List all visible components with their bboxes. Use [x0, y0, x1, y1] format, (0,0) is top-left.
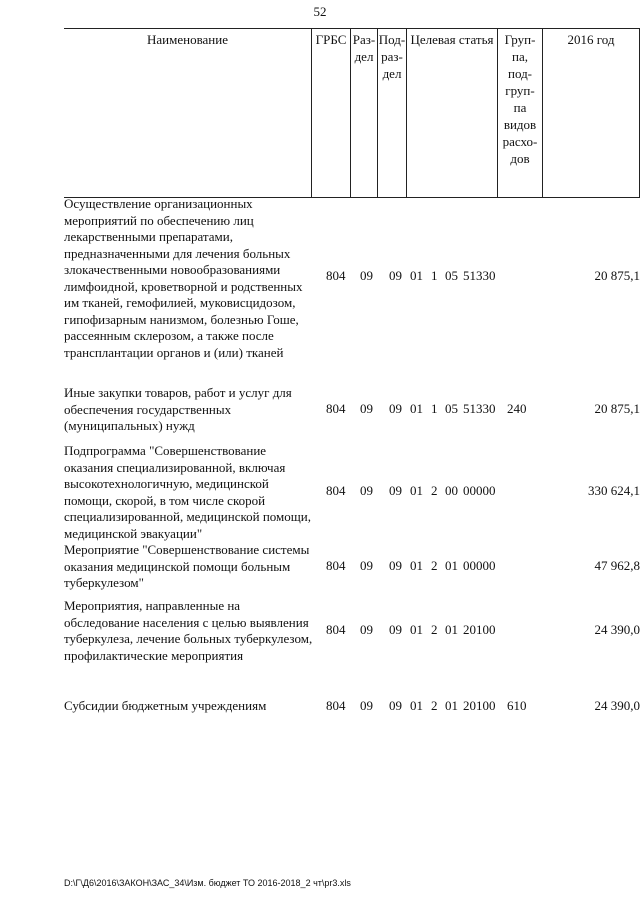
file-path-footer: D:\Г\Д6\2016\ЗАКОН\ЗАС_34\Изм. бюджет ТО 2016-2018_2 чт\pr3.xls — [64, 878, 351, 888]
row-group: 610 — [507, 698, 527, 713]
row-target-subprogram: 2 — [431, 698, 438, 713]
page-number: 52 — [313, 4, 327, 19]
row-target-subprogram: 2 — [431, 483, 438, 498]
row-grbs: 804 — [326, 698, 346, 713]
row-amount: 24 390,0 — [594, 698, 640, 713]
row-grbs: 804 — [326, 268, 346, 283]
row-target-program: 01 — [410, 622, 423, 637]
row-name: Мероприятие "Совершенствование системы оказания медицинской помощи больным туберкулезом" — [64, 542, 310, 590]
row-amount: 47 962,8 — [594, 558, 640, 573]
row-podrazdel: 09 — [389, 483, 402, 498]
column-header-grbs: ГРБС — [311, 29, 350, 197]
row-name: Подпрограмма "Совершенствование оказания специализированной, включая высокотехнологичную, медицинской помощи, скорой, в том числе скорой специализированной, медицинской помощи, медицинской эвакуации" — [64, 443, 311, 541]
row-target-direction: 51330 — [463, 268, 496, 283]
row-target-direction: 20100 — [463, 622, 496, 637]
row-target-program: 01 — [410, 558, 423, 573]
row-grbs: 804 — [326, 483, 346, 498]
table-row — [64, 385, 640, 437]
row-podrazdel: 09 — [389, 622, 402, 637]
row-target-activity: 01 — [445, 622, 458, 637]
column-header-year: 2016 год — [542, 29, 640, 197]
row-razdel: 09 — [360, 558, 373, 573]
table-row — [64, 598, 640, 668]
row-razdel: 09 — [360, 698, 373, 713]
row-grbs: 804 — [326, 558, 346, 573]
row-target-activity: 05 — [445, 268, 458, 283]
column-header-group: Груп- па, под- груп- па видов расхо- дов — [497, 29, 542, 197]
row-razdel: 09 — [360, 483, 373, 498]
row-target-subprogram: 2 — [431, 558, 438, 573]
row-target-subprogram: 1 — [431, 268, 438, 283]
row-target-activity: 00 — [445, 483, 458, 498]
column-header-name: Наименование — [147, 32, 228, 47]
row-target-direction: 00000 — [463, 558, 496, 573]
row-razdel: 09 — [360, 622, 373, 637]
column-header-target: Целевая статья — [406, 29, 497, 197]
row-name: Мероприятия, направленные на обследование населения с целью выявления туберкулеза, лечение больных туберкулезом, профилактические мероприятия — [64, 598, 313, 663]
row-target-direction: 20100 — [463, 698, 496, 713]
row-target-direction: 00000 — [463, 483, 496, 498]
row-name: Осуществление организационных мероприятий по обеспечению лиц лекарственными препаратами, предназначенными для лечения больных злокачественными новообразованиями лимфоидной, кроветворной и родственных им тканей, гемофилией, муковисцидозом, гипофизарным нанизмом, болезнью Гоше, рассеянным склерозом, а также после трансплантации органов и (или) тканей — [64, 196, 303, 360]
row-target-activity: 01 — [445, 698, 458, 713]
row-target-program: 01 — [410, 698, 423, 713]
row-target-direction: 51330 — [463, 401, 496, 416]
row-razdel: 09 — [360, 401, 373, 416]
row-target-program: 01 — [410, 268, 423, 283]
row-razdel: 09 — [360, 268, 373, 283]
table-row — [64, 443, 640, 543]
table-header — [64, 28, 640, 198]
table-row — [64, 196, 640, 362]
row-podrazdel: 09 — [389, 268, 402, 283]
table-row — [64, 542, 640, 594]
row-podrazdel: 09 — [389, 698, 402, 713]
row-amount: 24 390,0 — [594, 622, 640, 637]
row-target-program: 01 — [410, 401, 423, 416]
row-podrazdel: 09 — [389, 401, 402, 416]
row-amount: 330 624,1 — [588, 483, 640, 498]
row-grbs: 804 — [326, 401, 346, 416]
row-target-activity: 05 — [445, 401, 458, 416]
row-amount: 20 875,1 — [594, 401, 640, 416]
row-target-activity: 01 — [445, 558, 458, 573]
row-name: Иные закупки товаров, работ и услуг для обеспечения государственных (муниципальных) нужд — [64, 385, 292, 433]
row-group: 240 — [507, 401, 527, 416]
row-podrazdel: 09 — [389, 558, 402, 573]
row-target-subprogram: 2 — [431, 622, 438, 637]
row-name: Субсидии бюджетным учреждениям — [64, 698, 267, 713]
row-grbs: 804 — [326, 622, 346, 637]
row-target-subprogram: 1 — [431, 401, 438, 416]
row-amount: 20 875,1 — [594, 268, 640, 283]
column-header-razdel: Раз- дел — [350, 29, 377, 197]
column-header-podrazdel: Под- раз- дел — [377, 29, 406, 197]
table-row — [64, 698, 640, 718]
row-target-program: 01 — [410, 483, 423, 498]
